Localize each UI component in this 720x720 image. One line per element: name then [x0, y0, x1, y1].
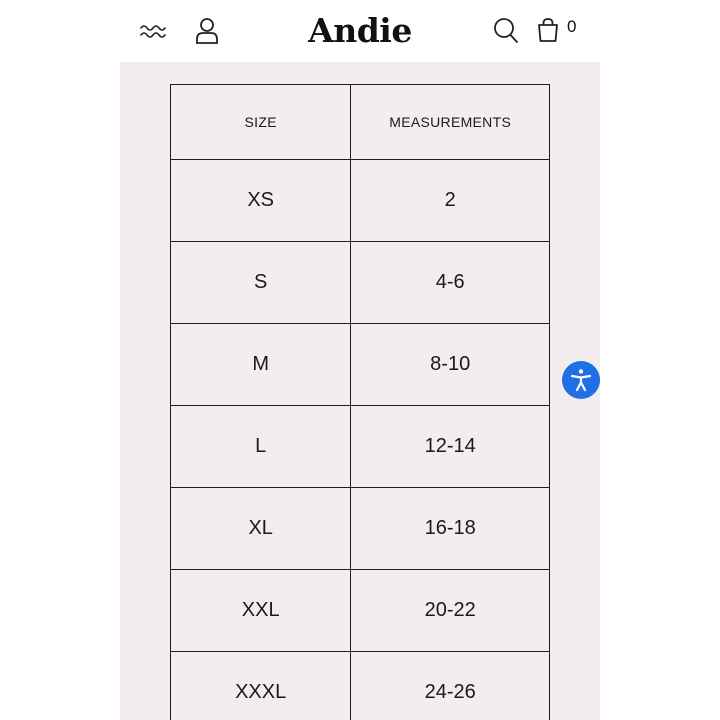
- size-chart-panel: [120, 62, 600, 720]
- column-header-size: SIZE: [171, 85, 351, 160]
- table-row: [171, 324, 550, 406]
- measurement-cell: 8-10: [351, 324, 550, 406]
- table-row: [171, 652, 550, 720]
- cart-button[interactable]: [534, 15, 562, 45]
- measurement-cell: 2: [351, 160, 550, 242]
- search-button[interactable]: [492, 16, 520, 46]
- brand-logo[interactable]: Andie: [308, 10, 412, 50]
- table-row: [171, 242, 550, 324]
- size-cell: S: [171, 242, 351, 324]
- size-cell: XL: [171, 488, 351, 570]
- measurement-cell: 20-22: [351, 570, 550, 652]
- menu-button[interactable]: [138, 18, 168, 46]
- table-row: [171, 488, 550, 570]
- size-cell: XXXL: [171, 652, 351, 720]
- table-row: [171, 570, 550, 652]
- waves-menu-icon: [139, 22, 167, 42]
- size-cell: XS: [171, 160, 351, 242]
- size-cell: L: [171, 406, 351, 488]
- cart-count-badge[interactable]: 0: [567, 17, 577, 36]
- accessibility-icon: [568, 367, 594, 393]
- size-cell: M: [171, 324, 351, 406]
- table-row: [171, 160, 550, 242]
- measurement-cell: 24-26: [351, 652, 550, 720]
- search-icon: [493, 17, 519, 45]
- column-header-measurements: MEASUREMENTS: [351, 85, 550, 160]
- measurement-cell: 16-18: [351, 488, 550, 570]
- measurement-cell: 12-14: [351, 406, 550, 488]
- table-header-row: [171, 85, 550, 160]
- measurement-cell: 4-6: [351, 242, 550, 324]
- account-button[interactable]: [193, 15, 221, 47]
- size-chart-table: [170, 84, 550, 720]
- person-icon: [195, 17, 219, 45]
- shopping-bag-icon: [537, 17, 559, 43]
- size-cell: XXL: [171, 570, 351, 652]
- site-header: [0, 0, 720, 62]
- accessibility-button[interactable]: [562, 361, 600, 399]
- table-row: [171, 406, 550, 488]
